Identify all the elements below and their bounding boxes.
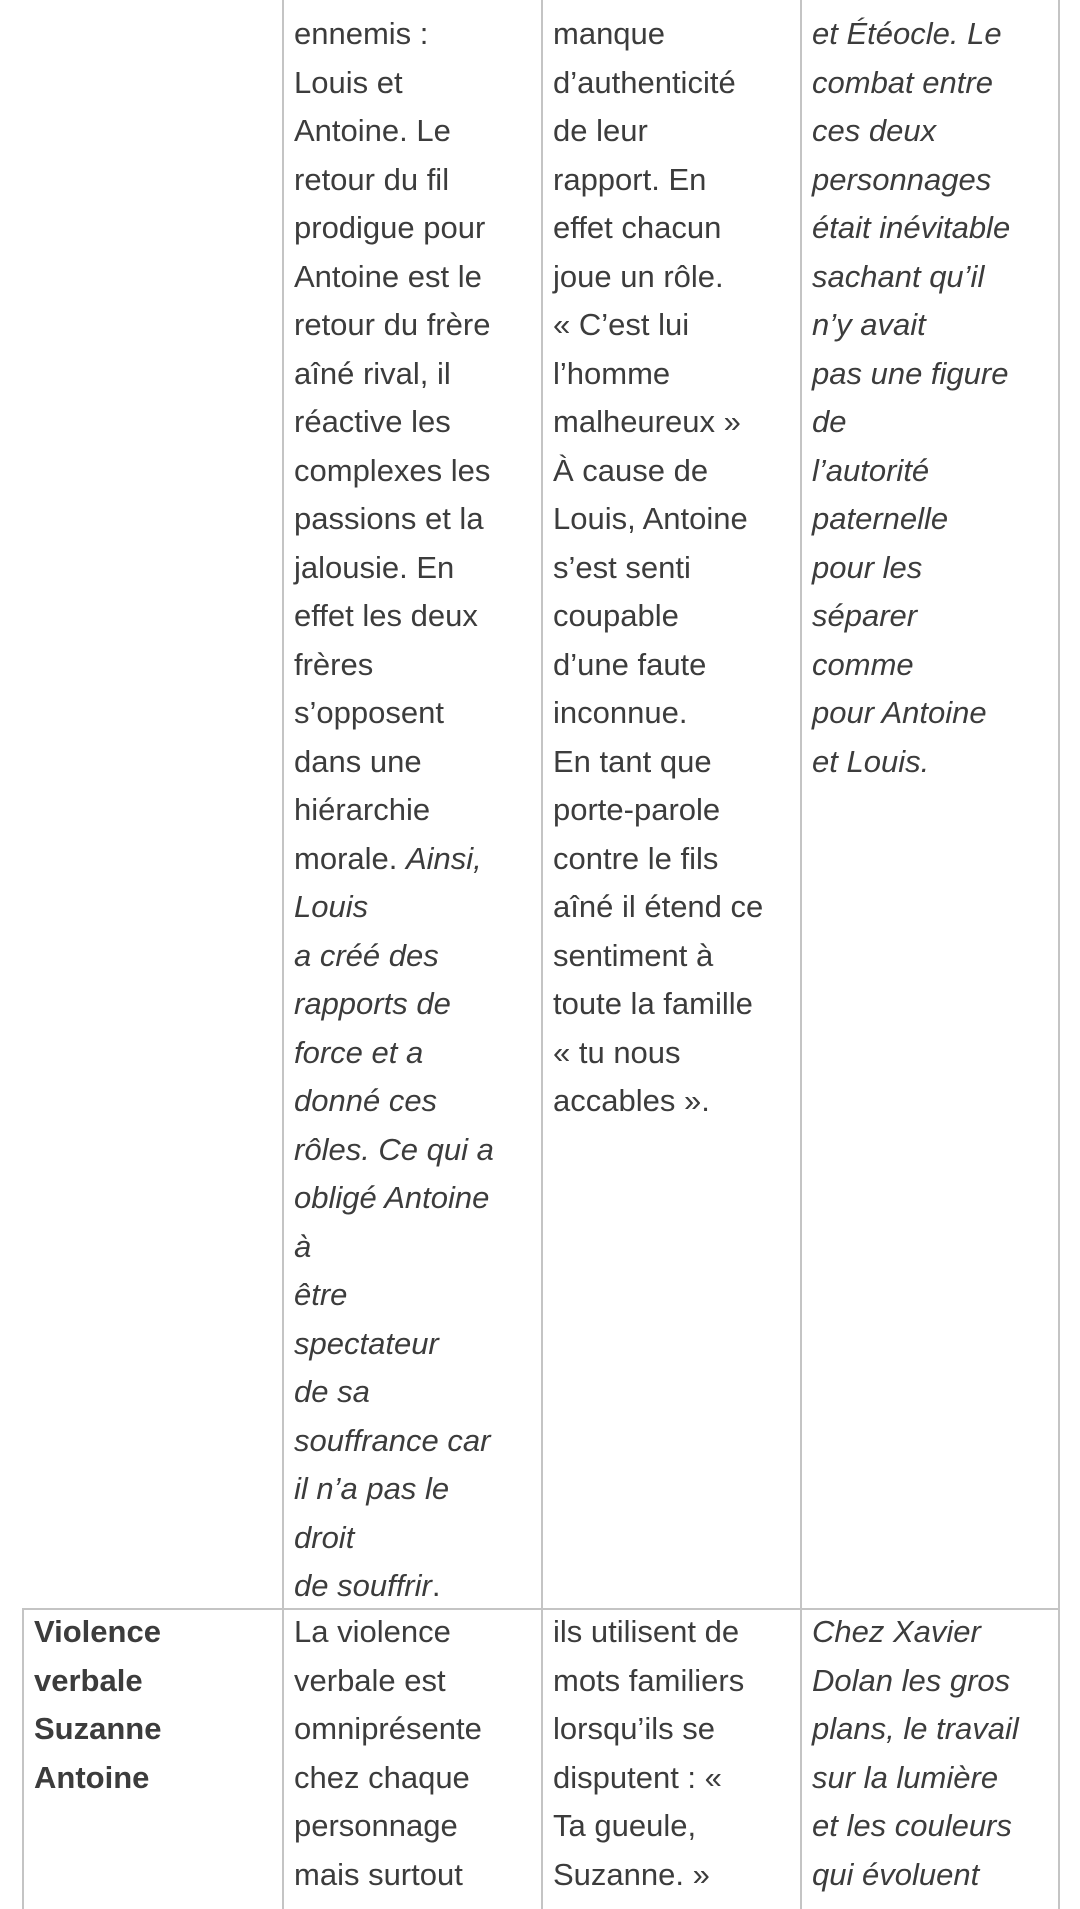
- text-segment: ennemis :: [294, 16, 429, 51]
- cell-line: [294, 689, 531, 738]
- cell-line: sentiment à: [553, 937, 714, 973]
- cell-line: Antoine: [34, 1759, 150, 1795]
- cell-line: [294, 156, 531, 205]
- cell-line: [294, 980, 531, 1029]
- text-segment: hiérarchie: [294, 792, 431, 827]
- italic-text-segment: souffrance car: [294, 1422, 491, 1458]
- cell-line: porte-parole: [553, 792, 721, 827]
- cell-line: qui évoluent: [812, 1856, 980, 1892]
- italic-text-segment: Louis: [294, 889, 369, 924]
- italic-text-segment: être: [294, 1277, 348, 1312]
- cell-line: La violence: [294, 1614, 451, 1649]
- cell-line: Louis, Antoine: [553, 501, 748, 536]
- cell-line: [294, 544, 531, 593]
- cell-line: [294, 107, 531, 156]
- cell-line: À cause de: [553, 452, 709, 488]
- cell-line: [294, 1223, 531, 1272]
- text-segment: passions et la: [294, 501, 484, 536]
- cell-line: omniprésente: [294, 1711, 482, 1746]
- cell-line: [294, 253, 531, 302]
- text-segment: retour du fil: [294, 161, 450, 197]
- cell-line: ces deux: [812, 113, 937, 148]
- cell-line: [294, 592, 531, 641]
- cell-line: [294, 1126, 531, 1175]
- text-segment: morale.: [294, 840, 406, 876]
- cell-line: [294, 495, 531, 544]
- cell-line: ils utilisent de: [553, 1614, 740, 1649]
- cell-line: personnage: [294, 1808, 458, 1843]
- cell-line: manque: [553, 16, 666, 51]
- cell-line: [294, 786, 531, 835]
- row1-col3-cell: [543, 10, 800, 1126]
- cell-line: [294, 1077, 531, 1126]
- cell-line: de: [812, 404, 847, 439]
- cell-line: pour les: [812, 549, 923, 585]
- cell-line: combat entre: [812, 64, 993, 100]
- italic-text-segment: a créé des: [294, 937, 439, 973]
- cell-line: personnages: [812, 161, 992, 197]
- text-segment: Antoine est le: [294, 258, 482, 294]
- italic-text-segment: de souffrir: [294, 1568, 432, 1603]
- cell-line: [294, 1271, 531, 1320]
- italic-text-segment: rôles. Ce qui a: [294, 1131, 494, 1167]
- text-segment: réactive les: [294, 404, 451, 439]
- cell-line: l’homme: [553, 355, 671, 391]
- cell-line: chez chaque: [294, 1759, 470, 1795]
- cell-line: [294, 738, 531, 787]
- cell-line: Dolan les gros: [812, 1662, 1011, 1698]
- cell-line: de leur: [553, 113, 648, 148]
- text-segment: jalousie. En: [294, 549, 455, 585]
- row1-col2-cell: [284, 10, 541, 1611]
- cell-line: mots familiers: [553, 1662, 745, 1698]
- italic-text-segment: il n’a pas le: [294, 1471, 450, 1506]
- cell-line: [294, 10, 531, 59]
- cell-line: inconnue.: [553, 695, 688, 730]
- cell-line: accables ».: [553, 1083, 710, 1118]
- italic-text-segment: Ainsi,: [405, 840, 482, 876]
- italic-text-segment: spectateur: [294, 1325, 439, 1361]
- cell-line: toute la famille: [553, 986, 753, 1021]
- cell-line: séparer: [812, 598, 918, 633]
- text-segment: .: [431, 1568, 441, 1603]
- cell-line: sachant qu’il: [812, 258, 985, 294]
- row2-col1-header-cell: [24, 1608, 282, 1802]
- row2-col2-cell: [284, 1608, 541, 1899]
- text-segment: retour du frère: [294, 307, 491, 342]
- cell-line: coupable: [553, 598, 679, 633]
- cell-line: [294, 447, 531, 496]
- cell-line: Violence: [34, 1614, 161, 1649]
- cell-line: [294, 1562, 531, 1611]
- cell-line: s’est senti: [553, 549, 691, 585]
- cell-line: et les couleurs: [812, 1808, 1012, 1843]
- cell-line: n’y avait: [812, 307, 926, 342]
- cell-line: [294, 204, 531, 253]
- cell-line: rapport. En: [553, 161, 707, 197]
- cell-line: d’authenticité: [553, 64, 736, 100]
- cell-line: contre le fils: [553, 840, 719, 876]
- cell-line: Suzanne. »: [553, 1856, 710, 1892]
- cell-line: [294, 1029, 531, 1078]
- cell-line: Suzanne: [34, 1711, 162, 1746]
- text-segment: frères: [294, 646, 374, 682]
- cell-line: [294, 59, 531, 108]
- italic-text-segment: donné ces: [294, 1083, 438, 1118]
- row2-col4-cell: [802, 1608, 1058, 1899]
- cell-line: [294, 1465, 531, 1514]
- cell-line: était inévitable: [812, 210, 1011, 245]
- cell-line: effet chacun: [553, 210, 722, 245]
- text-segment: effet les deux: [294, 598, 478, 633]
- italic-text-segment: droit: [294, 1519, 355, 1555]
- cell-line: et Louis.: [812, 743, 930, 779]
- italic-text-segment: obligé Antoine: [294, 1180, 490, 1215]
- cell-line: [294, 835, 531, 884]
- cell-line: sur la lumière: [812, 1759, 999, 1795]
- cell-line: plans, le travail: [812, 1711, 1019, 1746]
- cell-line: pour Antoine: [812, 695, 987, 730]
- italic-text-segment: force et a: [294, 1034, 424, 1070]
- row1-col4-cell: [802, 10, 1058, 786]
- cell-line: verbale est: [294, 1662, 446, 1698]
- cell-line: d’une faute: [553, 646, 707, 682]
- cell-line: Chez Xavier: [812, 1614, 981, 1649]
- cell-line: [294, 932, 531, 981]
- italic-text-segment: rapports de: [294, 986, 451, 1021]
- cell-line: [294, 1417, 531, 1466]
- cell-line: paternelle: [812, 501, 949, 536]
- text-segment: Louis et: [294, 64, 403, 100]
- text-segment: prodigue pour: [294, 210, 486, 245]
- text-segment: s’opposent: [294, 695, 444, 730]
- italic-text-segment: à: [294, 1228, 312, 1264]
- table-border-right: [1058, 0, 1060, 1909]
- cell-line: joue un rôle.: [553, 258, 724, 294]
- cell-line: l’autorité: [812, 452, 930, 488]
- cell-line: malheureux »: [553, 404, 741, 439]
- text-segment: complexes les: [294, 452, 491, 488]
- cell-line: aîné il étend ce: [553, 889, 764, 924]
- cell-line: pas une figure: [812, 355, 1009, 391]
- cell-line: disputent : «: [553, 1759, 722, 1795]
- cell-line: verbale: [34, 1662, 143, 1698]
- cell-line: [294, 398, 531, 447]
- cell-line: « tu nous: [553, 1034, 681, 1070]
- cell-line: [294, 1368, 531, 1417]
- cell-line: « C’est lui: [553, 307, 690, 342]
- cell-line: comme: [812, 646, 914, 682]
- text-segment: aîné rival, il: [294, 355, 451, 391]
- cell-line: [294, 1174, 531, 1223]
- cell-line: [294, 883, 531, 932]
- cell-line: mais surtout: [294, 1856, 463, 1892]
- cell-line: et Étéocle. Le: [812, 16, 1002, 51]
- italic-text-segment: de sa: [294, 1374, 370, 1409]
- cell-line: [294, 641, 531, 690]
- cell-line: [294, 301, 531, 350]
- cell-line: lorsqu’ils se: [553, 1711, 715, 1746]
- cell-line: [294, 350, 531, 399]
- row2-col3-cell: [543, 1608, 800, 1899]
- text-segment: dans une: [294, 743, 422, 779]
- cell-line: [294, 1320, 531, 1369]
- cell-line: [294, 1514, 531, 1563]
- cell-line: Ta gueule,: [553, 1808, 697, 1843]
- cell-line: En tant que: [553, 743, 712, 779]
- text-segment: Antoine. Le: [294, 113, 451, 148]
